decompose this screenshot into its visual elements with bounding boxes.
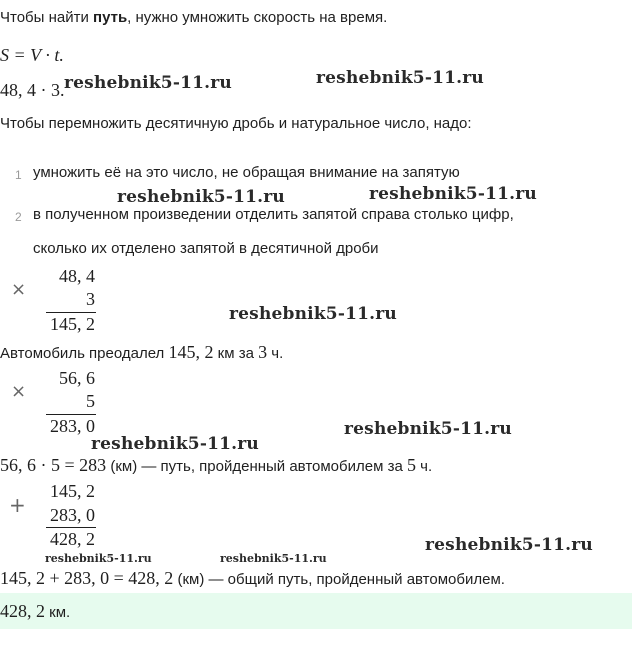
watermark: reshebnik5-11.ru <box>229 304 397 324</box>
plus-sign: + <box>9 493 26 517</box>
list-item-continuation: сколько их отделено запятой в десятичной дроби <box>33 240 379 257</box>
calc-result: 145, 2 <box>50 314 95 334</box>
formula: S = V · t. <box>0 45 64 65</box>
watermark: reshebnik5-11.ru <box>369 184 537 204</box>
list-item: в полученном произведении отделить запятой справа столько цифр, <box>33 206 514 223</box>
result-line <box>0 569 505 589</box>
calc-result: 283, 0 <box>50 416 95 436</box>
watermark: reshebnik5-11.ru <box>220 552 327 565</box>
calc-operand: 48, 4 <box>59 266 95 286</box>
watermark: reshebnik5-11.ru <box>91 434 259 454</box>
answer <box>0 602 70 622</box>
intro-prefix: Чтобы найти <box>0 9 94 26</box>
calc-operand: 283, 0 <box>50 505 95 525</box>
result-line <box>0 456 432 476</box>
calc-operand: 5 <box>86 391 95 411</box>
list-number: 2 <box>15 210 22 224</box>
result-expression: 56, 6 · 5 = 283 <box>0 455 107 475</box>
result-text: ч. <box>415 458 433 475</box>
answer-number: 428, 2 <box>0 601 45 621</box>
list-number: 1 <box>15 168 22 182</box>
intro-text <box>0 9 387 27</box>
result-text: ч. <box>267 345 284 362</box>
intro-bold-term: путь <box>93 9 128 26</box>
multiply-sign: × <box>11 381 27 402</box>
result-number: 5 <box>406 455 416 475</box>
watermark: reshebnik5-11.ru <box>344 419 512 439</box>
calc-operand: 3 <box>86 289 95 309</box>
answer-box <box>0 593 632 629</box>
result-text: км за <box>213 345 259 362</box>
result-text: Автомобиль преодалел <box>0 345 169 362</box>
intro-suffix: , нужно умножить скорость на время. <box>127 9 388 26</box>
result-number: 145, 2 <box>168 342 214 362</box>
result-text: (км) — путь, пройденный автомобилем за <box>106 458 407 475</box>
watermark: reshebnik5-11.ru <box>45 552 152 565</box>
watermark: reshebnik5-11.ru <box>316 68 484 88</box>
answer-unit: км. <box>45 604 71 621</box>
expression: 48, 4 · 3. <box>0 80 65 100</box>
calc-operand: 56, 6 <box>59 368 95 388</box>
result-text: (км) — общий путь, пройденный автомобилем. <box>173 571 505 588</box>
rule-intro: Чтобы перемножить десятичную дробь и натуральное число, надо: <box>0 115 472 132</box>
list-item: умножить её на это число, не обращая внимание на запятую <box>33 164 460 181</box>
result-line <box>0 343 283 363</box>
watermark: reshebnik5-11.ru <box>425 535 593 555</box>
watermark: reshebnik5-11.ru <box>117 187 285 207</box>
calc-operand: 145, 2 <box>50 481 95 501</box>
calc-result: 428, 2 <box>50 529 95 549</box>
result-expression: 145, 2 + 283, 0 = 428, 2 <box>0 568 174 588</box>
result-number: 3 <box>258 342 268 362</box>
watermark: reshebnik5-11.ru <box>64 73 232 93</box>
multiply-sign: × <box>11 279 27 300</box>
